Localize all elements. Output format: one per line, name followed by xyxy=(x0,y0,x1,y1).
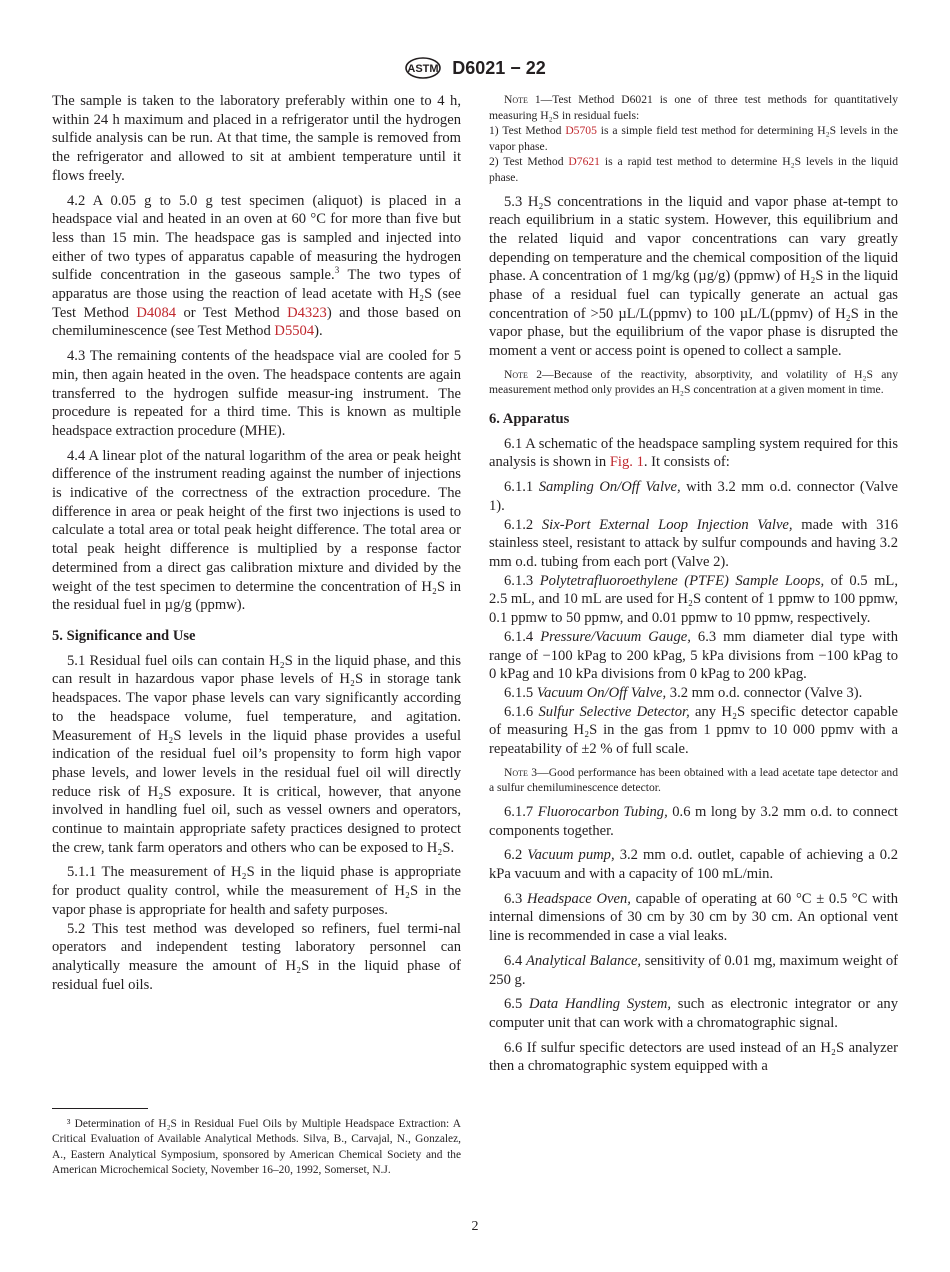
text-run: 6.4 xyxy=(504,952,526,969)
paragraph xyxy=(489,572,898,628)
paragraph xyxy=(489,952,898,989)
paragraph xyxy=(52,92,461,186)
text-run: of 0.5 mL, 2.5 mL, and 10 mL are used for H₂S content of 1 ppmw to 100 ppmw, 0.1 ppmw to 50 ppmw, and 0.01 ppmw to 10 ppmw, respectively. xyxy=(489,572,898,627)
text-run: 4.2 A 0.05 g to 5.0 g test specimen (aliquot) is placed in a headspace vial and heated in an oven at 60 °C for more than five but less than 15 min. The headspace gas is sampled and injected into either of two types of apparatus capable of measuring the hydrogen sulfide concentration in the gaseous sample. xyxy=(52,192,461,284)
paragraph xyxy=(489,803,898,840)
text-run: 6.6 If sulfur specific detectors are used instead of an H₂S analyzer then a chromatographic system equipped with a xyxy=(489,1039,898,1075)
text-run: 5.2 This test method was developed so refiners, fuel termi-nal operators and independent testing laboratory personnel can analytically measure the amount of H₂S in the liquid phase of residual fuel oils. xyxy=(52,920,461,993)
text-run: 6. Apparatus xyxy=(489,411,570,428)
reference-link[interactable]: Fig. 1 xyxy=(609,454,644,471)
item-title: Headspace Oven, xyxy=(526,890,631,907)
text-run: The two types of apparatus are those using the reaction of lead acetate with H₂S (see Test Method xyxy=(52,267,462,321)
section-heading xyxy=(489,410,898,429)
text-run: is a simple field test method for determining H₂S levels in the vapor phase. xyxy=(489,124,898,153)
text-run: 6.3 mm diameter dial type with range of −100 kPag to 200 kPag, 5 kPa divisions from −100 kPag to 0 kPag and 10 kPa divisions from 0 kPag to 200 kPag. xyxy=(489,628,899,683)
item-title: Analytical Balance, xyxy=(525,952,642,969)
astm-logo-icon xyxy=(404,56,442,80)
text-run: 1—Test Method D6021 is one of three test methods for quantitatively measuring H₂S in residual fuels: xyxy=(489,93,898,122)
reference-link[interactable]: D5504 xyxy=(274,323,315,340)
text-run: capable of operating at 60 °C ± 0.5 °C with internal dimensions of 30 cm by 30 cm by 30 cm. An optional vent line is recommended in case a vial leaks. xyxy=(489,890,899,945)
footnote-divider xyxy=(52,1108,148,1109)
reference-link[interactable]: D4323 xyxy=(287,304,327,321)
paragraph xyxy=(489,435,898,472)
text-run: 6.2 xyxy=(504,847,528,864)
text-run: 2—Because of the reactivity, absorptivity, and volatility of H₂S any measurement method only provides an H₂S concentration at a given moment in time. xyxy=(489,367,898,397)
reference-link[interactable]: D4084 xyxy=(136,304,177,321)
paragraph xyxy=(52,447,461,615)
text-run: 6.1.1 xyxy=(504,479,539,496)
page-header xyxy=(0,56,950,80)
text-run: ). xyxy=(314,323,323,340)
text-run: 6.3 xyxy=(504,890,527,907)
text-run: 3.2 mm o.d. connector (Valve 3). xyxy=(666,684,863,701)
text-run: 6.1.7 xyxy=(504,803,538,820)
text-run: or Test Method xyxy=(176,304,288,321)
text-run: is a rapid test method to determine H₂S levels in the liquid phase. xyxy=(489,155,898,184)
item-title: Sampling On/Off Valve, xyxy=(538,479,681,496)
text-run: ) and those based on chemiluminescence (see Test Method xyxy=(52,304,462,340)
note-label: Note xyxy=(504,765,528,779)
text-run: 5.3 H₂S concentrations in the liquid and vapor phase at-tempt to reach equilibrium in a static system. However, this equilibrium and the related liquid and vapor concentrations can vary greatly depending on temperature and the chemical composition of the liquid phase. A concentration of 1 mg/kg (µg/g) (ppmw) of H₂S in the liquid phase of a residual fuel can typically generate an actual gas concentration of >50 µL/L(ppmv) to 100 µL/L(ppmv) of H₂S in the vapor phase, but the equilibrium of the vapor phase is disrupted the moment a vent or access point is opened to collect a sample. xyxy=(489,193,898,360)
left-column xyxy=(52,92,461,1000)
paragraph xyxy=(52,192,461,342)
text-run: 6.1.6 xyxy=(504,703,539,720)
item-title: Pressure/Vacuum Gauge, xyxy=(540,628,691,645)
text-run: any H₂S specific detector capable of measuring H₂S in the gas from 1 ppmv to 10 000 ppmv with a repeatability of ±2 % of full scale. xyxy=(489,703,898,758)
item-title: Sulfur Selective Detector, xyxy=(538,703,690,720)
footnote: ³ Determination of H₂S in Residual Fuel Oils by Multiple Headspace Extraction: A Critical Evaluation of Available Analytical Methods. Silva, B., Carvajal, N., Gonzalez, A., Eastern Analytical Symposium, sponsored by American Chemical Society and the American Microchemical Society, November 16–20, 1992, Somerset, N.J. xyxy=(52,1118,461,1176)
text-run: 5. Significance and Use xyxy=(52,627,196,644)
paragraph xyxy=(489,516,898,572)
right-column xyxy=(489,92,898,1082)
text-run: such as electronic integrator or any computer unit that can work with a chromatographic signal. xyxy=(489,996,899,1031)
svg-text:ASTM: ASTM xyxy=(407,63,439,75)
text-run: 4.4 A linear plot of the natural logarithm of the area or peak height difference of the instrument reading against the number of injections is indicative of the correctness of the extraction procedure. The difference in area or peak height of the first two injections is used to calculate a total area or total peak height difference. The total area or total peak height difference is multiplied by a response factor determined from a direct gas calibration mixture and divided by the weight of the test specimen to determine the concentration of H₂S in the residual fuel in µg/g (ppmw). xyxy=(52,447,461,614)
text-run: sensitivity of 0.01 mg, maximum weight of 250 g. xyxy=(489,952,898,988)
text-run: 0.6 m long by 3.2 mm o.d. to connect components together. xyxy=(489,803,898,839)
paragraph xyxy=(52,347,461,441)
item-title: Fluorocarbon Tubing, xyxy=(537,803,668,820)
standard-designation: D6021 − 22 xyxy=(452,57,546,78)
item-title: Data Handling System, xyxy=(529,996,672,1013)
footnote-marker[interactable]: 3 xyxy=(334,265,340,276)
text-run: The sample is taken to the laboratory preferably within one to 4 h, within 24 h maximum and placed in a refrigerator until the hydrogen sulfide analysis can be run. At that time, the sample is removed from the refrigerator and allowed to sit at ambient temperature until it flows freely. xyxy=(52,93,461,184)
paragraph xyxy=(52,652,461,858)
text-run: 3.2 mm o.d. outlet, capable of achieving a 0.2 kPa vacuum and with a capacity of 100 mL/min. xyxy=(489,847,899,883)
paragraph xyxy=(489,628,898,684)
text-run: made with 316 stainless steel, resistant to attack by sulfur compounds and having 3.2 mm o.d. tubing from each port (Valve 2). xyxy=(489,516,898,570)
item-title: Vacuum pump, xyxy=(527,847,615,864)
note-label: Note xyxy=(504,367,528,381)
paragraph xyxy=(489,478,898,515)
text-run: . It consists of: xyxy=(643,454,730,471)
paragraph xyxy=(489,193,898,361)
note-paragraph xyxy=(489,92,898,186)
note-label: Note xyxy=(504,93,528,106)
text-run: 6.1.3 xyxy=(504,572,540,589)
text-run: 2) Test Method xyxy=(489,155,569,169)
reference-link[interactable]: D5705 xyxy=(565,124,597,138)
item-title: Vacuum On/Off Valve, xyxy=(536,684,667,701)
text-run: 3—Good performance has been obtained with a lead acetate tape detector and a sulfur chemiluminescence detector. xyxy=(489,765,898,795)
text-run: with 3.2 mm o.d. connector (Valve 1). xyxy=(489,479,898,514)
text-run: 6.1 A schematic of the headspace sampling system required for this analysis is shown in xyxy=(489,435,898,471)
note-paragraph xyxy=(489,765,898,796)
item-title: Polytetrafluoroethylene (PTFE) Sample Loops, xyxy=(539,572,825,589)
text-run: 1) Test Method xyxy=(489,124,566,138)
paragraph xyxy=(52,863,461,919)
text-run: 6.1.4 xyxy=(504,628,541,645)
page-number: 2 xyxy=(471,1219,479,1234)
note-paragraph xyxy=(489,367,898,398)
paragraph xyxy=(489,703,898,759)
paragraph xyxy=(52,920,461,995)
item-title: Six-Port External Loop Injection Valve, xyxy=(541,516,793,533)
text-run: 6.5 xyxy=(504,996,530,1013)
text-run: 5.1.1 The measurement of H₂S in the liquid phase is appropriate for product quality control, while the measurement of H₂S in the vapor phase is appropriate for health and safety purposes. xyxy=(52,864,461,918)
text-run: 6.1.2 xyxy=(504,516,542,533)
text-run: 5.1 Residual fuel oils can contain H₂S in the liquid phase, and this can result in hazardous vapor phase levels of H₂S in storage tank headspaces. The vapor phase levels can vary significantly according to the headspace volume, fuel temperature, and agitation. Measurement of H₂S levels in the liquid phase provides a useful indication of the residual fuel oil’s propensity to form high vapor phase levels, and lower levels in the residual fuel oil will directly reduce risk of H₂S exposure. It is critical, however, that anyone involved in handling fuel oil, such as vessel owners and operators, continue to maintain appropriate safety practices designed to protect the crew, tank farm operators and others who can be exposed to H₂S. xyxy=(52,652,461,856)
reference-link[interactable]: D7621 xyxy=(568,155,600,169)
paragraph xyxy=(489,890,898,946)
text-run: 6.1.5 xyxy=(504,684,537,701)
paragraph xyxy=(489,1039,898,1076)
paragraph xyxy=(489,684,898,703)
paragraph xyxy=(489,846,898,883)
text-run: 4.3 The remaining contents of the headspace vial are cooled for 5 min, then again heated in the oven. The headspace contents are again transferred to the hydrogen sulfide measur-ing instrument. The procedure is repeated for a third time. This is known as multiple headspace extraction procedure (MHE). xyxy=(52,348,461,439)
paragraph xyxy=(489,995,898,1032)
section-heading xyxy=(52,627,461,646)
